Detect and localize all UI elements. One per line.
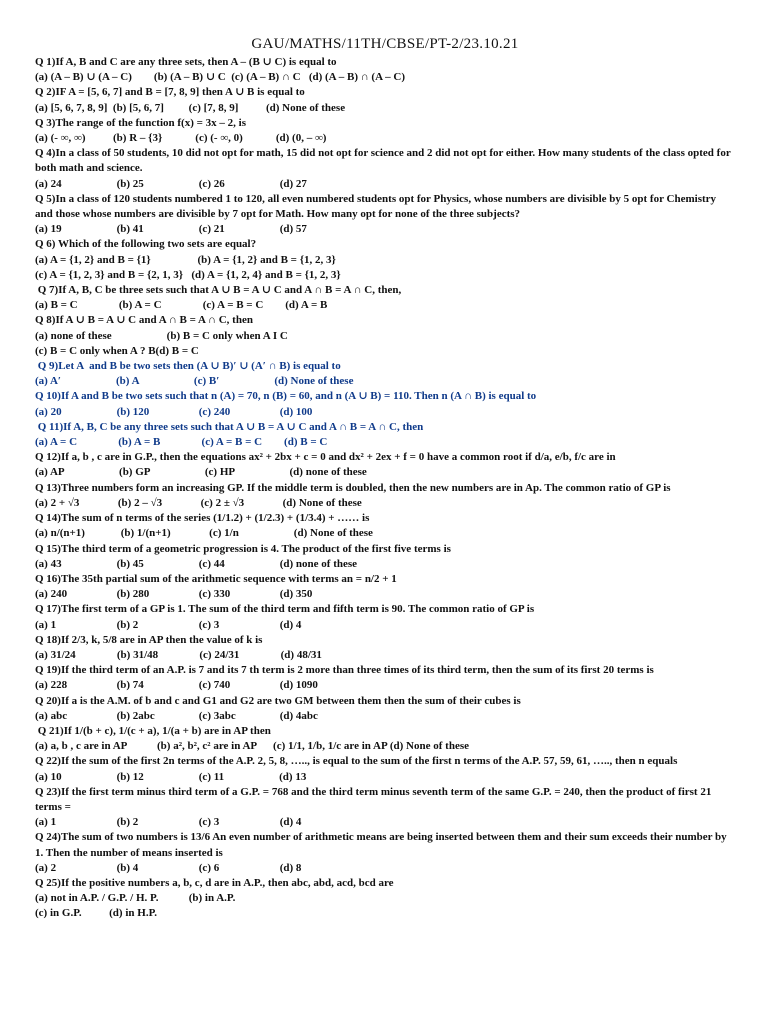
question-text: Q 10)If A and B be two sets such that n (A) = 70, n (B) = 60, and n (A ∪ B) = 110. Then n (A ∩ B) is equal to <box>35 390 537 403</box>
question-text: Q 21)If 1/(b + c), 1/(c + a), 1/(a + b) are in AP then <box>35 724 271 737</box>
answer-options: (a) 24 (b) 25 (c) 26 (d) 27 <box>35 177 307 190</box>
answer-options: (a) 31/24 (b) 31/48 (c) 24/31 (d) 48/31 <box>35 648 322 661</box>
answer-options: (c) B = C only when A ? B(d) B = C <box>35 344 199 357</box>
answer-options: (a) 2 (b) 4 (c) 6 (d) 8 <box>35 861 302 874</box>
question-text: Q 24)The sum of two numbers is 13/6 An even number of arithmetic means are being inserted between them and their sum exceeds their number by 1. Then the number of means inserted is <box>35 831 727 859</box>
answer-options: (a) 20 (b) 120 (c) 240 (d) 100 <box>35 405 313 418</box>
question-text: Q 15)The third term of a geometric progression is 4. The product of the first five terms is <box>35 542 451 555</box>
question-text: Q 7)If A, B, C be three sets such that A ∪ B = A ∪ C and A ∩ B = A ∩ C, then, <box>35 284 402 297</box>
answer-options: (a) abc (b) 2abc (c) 3abc (d) 4abc <box>35 709 318 722</box>
answer-options: (a) 228 (b) 74 (c) 740 (d) 1090 <box>35 679 318 692</box>
answer-options: (a) 240 (b) 280 (c) 330 (d) 350 <box>35 588 313 601</box>
answer-options: (a) 43 (b) 45 (c) 44 (d) none of these <box>35 557 358 570</box>
question-text: Q 3)The range of the function f(x) = 3x – 2, is <box>35 116 246 129</box>
question-text: Q 25)If the positive numbers a, b, c, d are in A.P., then abc, abd, acd, bcd are <box>35 876 394 889</box>
answer-options: (a) A = {1, 2} and B = {1} (b) A = {1, 2} and B = {1, 2, 3} <box>35 253 336 266</box>
paper-title: GAU/MATHS/11TH/CBSE/PT-2/23.10.21 <box>251 36 519 52</box>
question-text: Q 14)The sum of n terms of the series (1/1.2) + (1/2.3) + (1/3.4) + …… is <box>35 512 370 525</box>
question-text: Q 11)If A, B, C be any three sets such that A ∪ B = A ∪ C and A ∩ B = A ∩ C, then <box>35 420 424 433</box>
answer-options: (a) [5, 6, 7, 8, 9] (b) [5, 6, 7] (c) [7, 8, 9] (d) None of these <box>35 101 346 114</box>
question-paper <box>35 36 735 922</box>
answer-options: (c) A = {1, 2, 3} and B = {2, 1, 3} (d) A = {1, 2, 4} and B = {1, 2, 3} <box>35 268 341 281</box>
question-text: Q 17)The first term of a GP is 1. The sum of the third term and fifth term is 90. The common ratio of GP is <box>35 603 535 616</box>
answer-options: (a) AP (b) GP (c) HP (d) none of these <box>35 466 367 479</box>
answer-options: (a) A′ (b) A (c) B′ (d) None of these <box>35 375 354 388</box>
question-list <box>35 55 735 922</box>
answer-options: (a) 1 (b) 2 (c) 3 (d) 4 <box>35 816 302 829</box>
question-text: Q 2)IF A = [5, 6, 7] and B = [7, 8, 9] then A ∪ B is equal to <box>35 86 305 99</box>
answer-options: (a) 2 + √3 (b) 2 – √3 (c) 2 ± √3 (d) None of these <box>35 496 362 509</box>
answer-options: (a) 1 (b) 2 (c) 3 (d) 4 <box>35 618 302 631</box>
question-text: Q 20)If a is the A.M. of b and c and G1 and G2 are two GM between them then the sum of their cubes is <box>35 694 521 707</box>
question-text: Q 22)If the sum of the first 2n terms of the A.P. 2, 5, 8, ….., is equal to the sum of the first n terms of the A.P. 57, 59, 61, ….., then n equals <box>35 755 678 768</box>
answer-options: (a) 19 (b) 41 (c) 21 (d) 57 <box>35 223 307 236</box>
question-text: Q 4)In a class of 50 students, 10 did not opt for math, 15 did not opt for science and 2 did not opt for either. How many students of the class opted for both math and science. <box>35 147 731 175</box>
question-text: Q 12)If a, b , c are in G.P., then the equations ax² + 2bx + c = 0 and dx² + 2ex + f = 0 have a common root if d/a, e/b, f/c are in <box>35 451 616 464</box>
answer-options: (a) A = C (b) A = B (c) A = B = C (d) B = C <box>35 436 328 449</box>
answer-options: (c) in G.P. (d) in H.P. <box>35 907 158 920</box>
answer-options: (a) B = C (b) A = C (c) A = B = C (d) A = B <box>35 299 328 312</box>
question-text: Q 5)In a class of 120 students numbered 1 to 120, all even numbered students opt for Physics, whose numbers are divisible by 5 opt for Chemistry and those whose numbers are divisible by 7 opt for Math. How many opt for none of the three subjects? <box>35 192 717 221</box>
question-text: Q 1)If A, B and C are any three sets, then A – (B ∪ C) is equal to <box>35 56 337 68</box>
question-text: Q 9)Let A and B be two sets then (A ∪ B)′ ∪ (A′ ∩ B) is equal to <box>35 360 341 373</box>
question-text: Q 18)If 2/3, k, 5/8 are in AP then the value of k is <box>35 633 263 646</box>
answer-options: (a) (A – B) ∪ (A – C) (b) (A – B) ∪ C (c) (A – B) ∩ C (d) (A – B) ∩ (A – C) <box>35 71 406 84</box>
answer-options: (a) none of these (b) B = C only when A I C <box>35 329 288 342</box>
answer-options: (a) n/(n+1) (b) 1/(n+1) (c) 1/n (d) None of these <box>35 527 373 540</box>
question-text: Q 13)Three numbers form an increasing GP. If the middle term is doubled, then the new numbers are in Ap. The common ratio of GP is <box>35 481 671 494</box>
question-text: Q 8)If A ∪ B = A ∪ C and A ∩ B = A ∩ C, then <box>35 314 253 327</box>
question-text: Q 16)The 35th partial sum of the arithmetic sequence with terms an = n/2 + 1 <box>35 572 397 585</box>
answer-options: (a) (- ∞, ∞) (b) R – {3} (c) (- ∞, 0) (d) (0, – ∞) <box>35 132 327 145</box>
answer-options: (a) not in A.P. / G.P. / H. P. (b) in A.P. <box>35 892 236 905</box>
answer-options: (a) a, b , c are in AP (b) a², b², c² are in AP (c) 1/1, 1/b, 1/c are in AP (d) None of these <box>35 740 469 753</box>
answer-options: (a) 10 (b) 12 (c) 11 (d) 13 <box>35 770 307 783</box>
question-text: Q 19)If the third term of an A.P. is 7 and its 7 th term is 2 more than three times of its third term, then the sum of its first 20 terms is <box>35 664 654 677</box>
question-text: Q 6) Which of the following two sets are equal? <box>35 238 257 251</box>
question-text: Q 23)If the first term minus third term of a G.P. = 768 and the third term minus seventh term of the same G.P. = 240, then the product of first 21 terms = <box>35 785 712 813</box>
